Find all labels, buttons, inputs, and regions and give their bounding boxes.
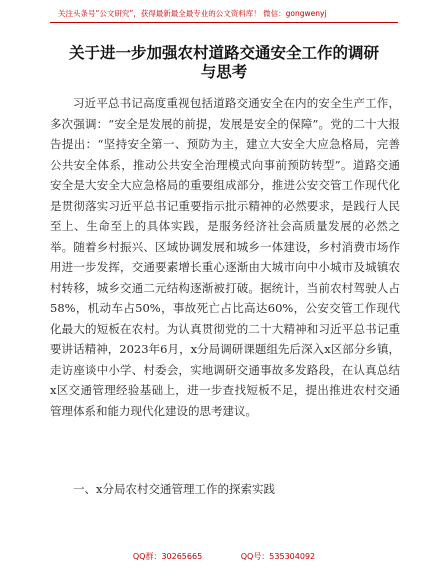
- title-line-1: 关于进一步加强农村道路交通安全工作的调研: [68, 44, 379, 62]
- header-divider: [50, 22, 398, 23]
- document-title: [50, 44, 398, 82]
- body-paragraph-container: [50, 93, 400, 421]
- section-heading: 一、x分局农村交通管理工作的探索实践: [73, 482, 275, 496]
- body-paragraph: 习近平总书记高度重视包括道路交通安全在内的安全生产工作，多次强调：“安全是发展的前提，发展是安全的保障”。党的二十大报告提出：“坚持安全第一、预防为主，建立大安全大应急格局，完善公共安全体系，推动公共安全治理模式向事前预防转型”。道路交通安全是大安全大应急格局的重要组成部分，推进公安交管工作现代化是贯彻落实习近平总书记重要指示批示精神的必然要求，是践行人民至上、生命至上的具体实践，是服务经济社会高质量发展的必然之举。随着乡村振兴、区域协调发展和城乡一体建设，乡村消费市场作用进一步发挥，交通要素增长重心逐渐由大城市向中小城市及城镇农村转移，城乡交通二元结构逐渐被打破。据统计，当前农村驾驶人占58%，机动车占50%，事故死亡占比高达60%，公安交管工作现代化最大的短板在农村。为认真贯彻党的二十大精神和习近平总书记重要讲话精神，2023年6月，x分局调研课题组先后深入x区部分乡镇，走访座谈中小学、村委会，实地调研交通事故多发路段，在认真总结x区交通管理经验基础上，进一步查找短板不足，提出推进农村交通管理体系和能力现代化建设的思考建议。: [50, 96, 400, 418]
- title-line-2: 与思考: [200, 63, 248, 81]
- footer-contact: [0, 551, 448, 562]
- header-banner: 关注头条号“公文研究”，获得最新最全最专业的公文资料库！ 微信：gongwenyj: [58, 9, 327, 18]
- footer-qq-group: QQ群：30265665: [132, 552, 203, 561]
- footer-qq: QQ号：535304092: [240, 552, 316, 561]
